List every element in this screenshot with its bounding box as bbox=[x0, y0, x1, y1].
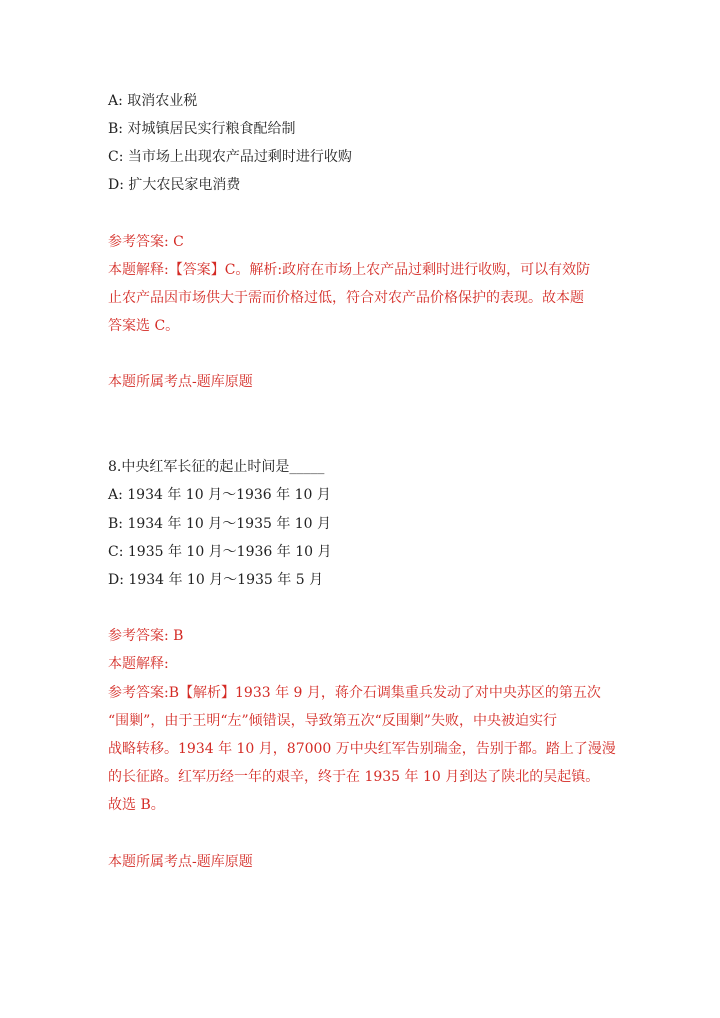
q8-source: 本题所属考点-题库原题 bbox=[108, 854, 253, 870]
q8-answer: 参考答案: B bbox=[108, 628, 184, 644]
q8-question: 8.中央红军长征的起止时间是_____ bbox=[108, 459, 325, 475]
q7-explanation-line-2: 止农产品因市场供大于需而价格过低，符合对农产品价格保护的表现。故本题 bbox=[108, 290, 584, 306]
q7-option-b: B: 对城镇居民实行粮食配给制 bbox=[108, 121, 296, 137]
q7-source: 本题所属考点-题库原题 bbox=[108, 374, 253, 390]
q8-explanation-line-2: “围剿”，由于王明“左”倾错误，导致第五次“反围剿”失败，中央被迫实行 bbox=[108, 713, 557, 729]
q7-answer: 参考答案: C bbox=[108, 234, 184, 250]
q8-explanation-line-1: 参考答案:B【解析】1933 年 9 月，蒋介石调集重兵发动了对中央苏区的第五次 bbox=[108, 685, 601, 701]
q7-option-c: C: 当市场上出现农产品过剩时进行收购 bbox=[108, 149, 352, 165]
q7-option-d: D: 扩大农民家电消费 bbox=[108, 177, 241, 193]
q8-option-d: D: 1934 年 10 月～1935 年 5 月 bbox=[108, 572, 324, 588]
q8-explanation-line-4: 的长征路。红军历经一年的艰辛，终于在 1935 年 10 月到达了陕北的吴起镇。 bbox=[108, 769, 600, 785]
q8-option-b: B: 1934 年 10 月～1935 年 10 月 bbox=[108, 516, 332, 532]
q8-explanation-label: 本题解释: bbox=[108, 656, 169, 672]
q7-option-a: A: 取消农业税 bbox=[108, 93, 198, 109]
q8-option-c: C: 1935 年 10 月～1936 年 10 月 bbox=[108, 544, 332, 560]
q7-explanation-line-1: 本题解释:【答案】C。解析:政府在市场上农产品过剩时进行收购，可以有效防 bbox=[108, 262, 591, 278]
q8-explanation-line-5: 故选 B。 bbox=[108, 797, 165, 813]
q8-option-a: A: 1934 年 10 月～1936 年 10 月 bbox=[108, 487, 331, 503]
q7-explanation-line-3: 答案选 C。 bbox=[108, 318, 180, 334]
q8-explanation-line-3: 战略转移。1934 年 10 月，87000 万中央红军告别瑞金，告别于都。踏上了漫漫 bbox=[108, 741, 616, 757]
